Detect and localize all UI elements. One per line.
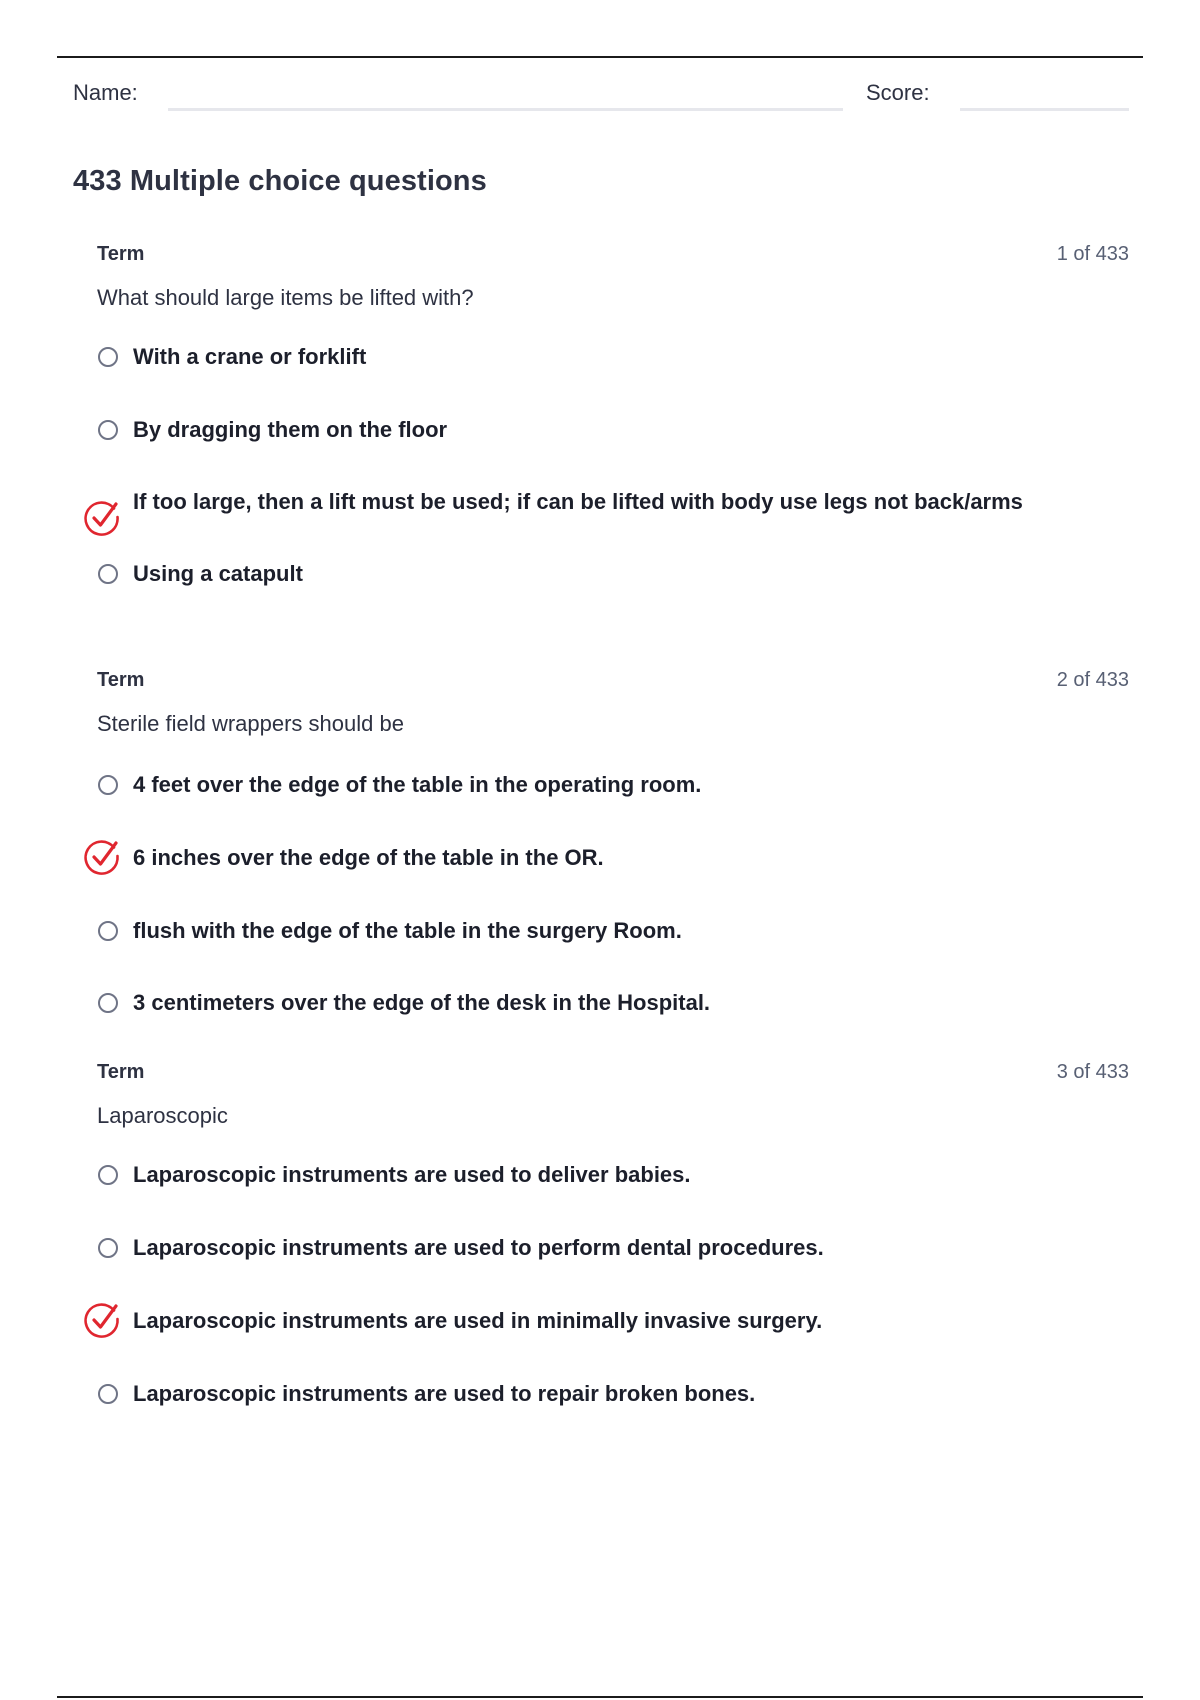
header-row — [73, 78, 1129, 118]
option-text: Using a catapult — [133, 561, 303, 586]
term-label: Term — [97, 669, 145, 691]
option-1c[interactable] — [97, 484, 1129, 520]
radio-icon[interactable] — [98, 347, 118, 367]
option-3a[interactable] — [97, 1157, 1129, 1193]
option-text: 3 centimeters over the edge of the desk in the Hospital. — [133, 990, 711, 1015]
option-text: If too large, then a lift must be used; if can be lifted with body use legs not back/arms — [133, 489, 1023, 514]
option-text: By dragging them on the floor — [133, 417, 448, 442]
option-1d[interactable] — [97, 556, 1129, 592]
option-3b[interactable] — [97, 1230, 1129, 1266]
name-field[interactable] — [168, 108, 843, 111]
question-3 — [97, 1061, 1129, 1412]
option-1b[interactable] — [97, 412, 1129, 448]
checkmark-icon[interactable] — [83, 838, 121, 876]
option-2a[interactable] — [97, 767, 1129, 803]
checkmark-icon[interactable] — [83, 1301, 121, 1339]
option-3c[interactable] — [97, 1303, 1129, 1339]
question-1 — [97, 243, 1129, 592]
option-text: 6 inches over the edge of the table in the OR. — [133, 845, 604, 870]
option-text: Laparoscopic instruments are used to repair broken bones. — [133, 1381, 756, 1406]
question-prompt: Laparoscopic — [97, 1103, 228, 1128]
radio-icon[interactable] — [98, 420, 118, 440]
term-label: Term — [97, 1061, 145, 1083]
radio-icon[interactable] — [98, 1384, 118, 1404]
radio-icon[interactable] — [98, 921, 118, 941]
radio-icon[interactable] — [98, 1238, 118, 1258]
question-counter: 1 of 433 — [1056, 243, 1129, 265]
option-3d[interactable] — [97, 1376, 1129, 1412]
score-field[interactable] — [960, 108, 1129, 111]
option-2c[interactable] — [97, 913, 1129, 949]
option-2b[interactable] — [97, 840, 1129, 876]
option-text: With a crane or forklift — [133, 344, 367, 369]
radio-icon[interactable] — [98, 1165, 118, 1185]
option-text: 4 feet over the edge of the table in the operating room. — [133, 772, 702, 797]
question-2 — [97, 669, 1129, 1021]
score-label: Score: — [866, 80, 930, 105]
question-counter: 2 of 433 — [1056, 669, 1129, 691]
option-1a[interactable] — [97, 339, 1129, 375]
bottom-rule — [57, 1696, 1143, 1698]
question-counter: 3 of 433 — [1056, 1061, 1129, 1083]
term-label: Term — [97, 243, 145, 265]
checkmark-icon[interactable] — [83, 499, 121, 537]
radio-icon[interactable] — [98, 993, 118, 1013]
radio-icon[interactable] — [98, 564, 118, 584]
name-label: Name: — [73, 80, 138, 105]
option-text: Laparoscopic instruments are used to deliver babies. — [133, 1162, 691, 1187]
option-text: Laparoscopic instruments are used in minimally invasive surgery. — [133, 1308, 823, 1333]
top-rule — [57, 56, 1143, 58]
question-prompt: Sterile field wrappers should be — [97, 711, 404, 736]
question-prompt: What should large items be lifted with? — [97, 285, 474, 310]
radio-icon[interactable] — [98, 775, 118, 795]
option-text: Laparoscopic instruments are used to perform dental procedures. — [133, 1235, 824, 1260]
option-2d[interactable] — [97, 985, 1129, 1021]
page-title: 433 Multiple choice questions — [73, 165, 487, 197]
option-text: flush with the edge of the table in the surgery Room. — [133, 918, 682, 943]
